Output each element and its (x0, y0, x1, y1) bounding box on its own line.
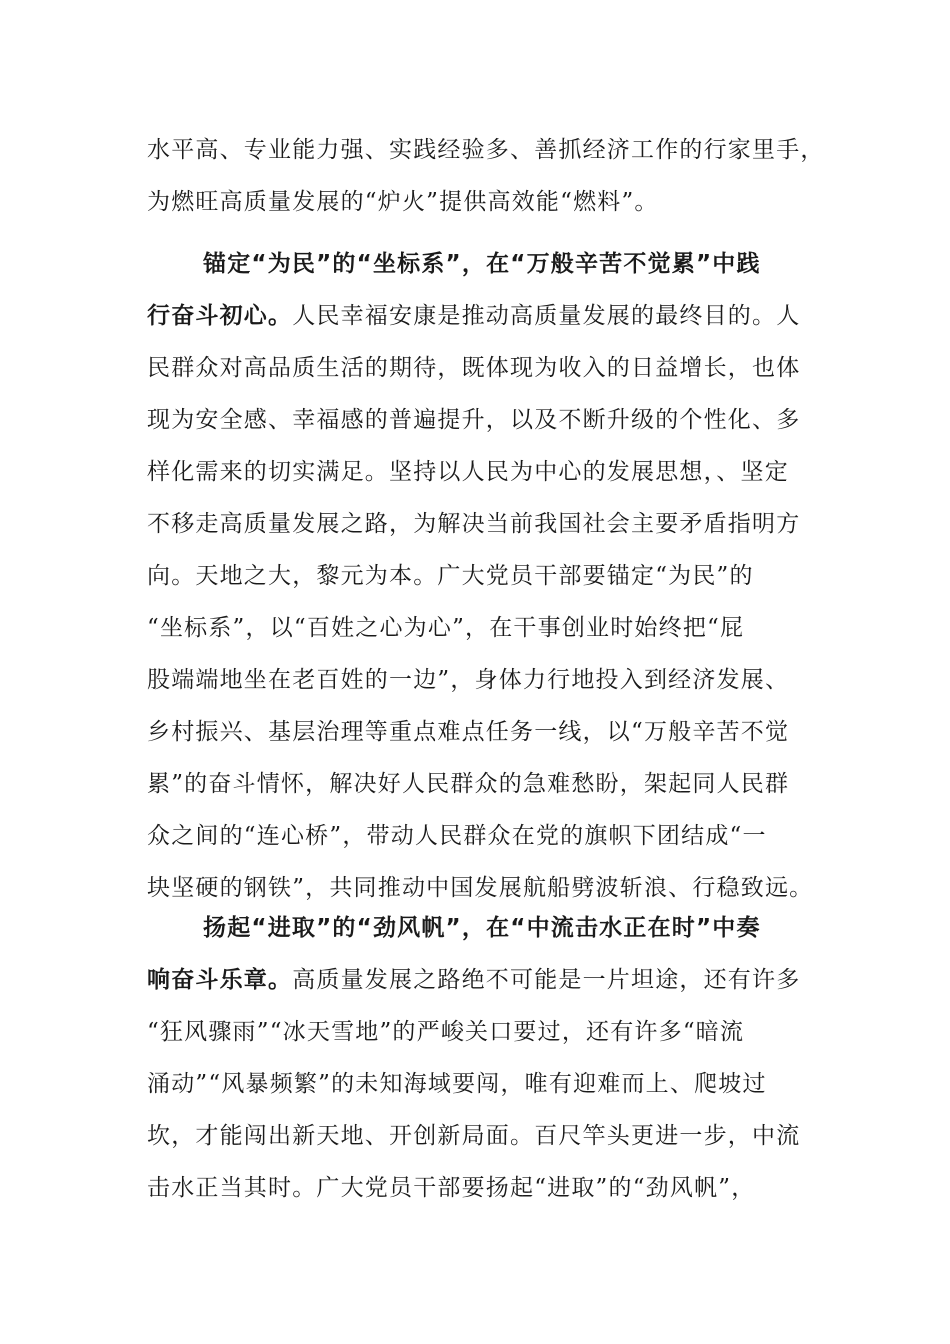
text-line (147, 954, 807, 1006)
section-heading-end: 行奋斗初心。 (147, 303, 293, 329)
text-line: “坐标系”，以“百姓之心为心”，在干事创业时始终把“屁 (147, 615, 745, 641)
text-line: 样化需来的切实满足。坚持以人民为中心的发展思想，、坚定 (147, 459, 789, 485)
text-line: 坎，才能闯出新天地、开创新局面。百尺竿头更进一步，中流 (147, 1123, 801, 1149)
text-line: 不移走高质量发展之路，为解决当前我国社会主要矛盾指明方 (147, 511, 801, 537)
text-line: 涌动”“风暴频繁”的未知海域要闯，唯有迎难而上、爬坡过 (147, 1071, 767, 1097)
text-line: 块坚硬的钢铁”，共同推动中国发展航船劈波斩浪、行稳致远。 (147, 875, 814, 901)
text-run: 人民幸福安康是推动高质量发展的最终目的。人 (292, 303, 801, 329)
text-line: 乡村振兴、基层治理等重点难点任务一线，以“万般辛苦不觉 (147, 719, 790, 745)
paragraph-2 (147, 238, 814, 914)
section-heading: 扬起“进取”的“劲风帆”，在“中流击水正在时”中奏 (203, 915, 761, 941)
text-line: 为燃旺高质量发展的“炉火”提供高效能“燃料”。 (147, 189, 659, 215)
text-run: 高质量发展之路绝不可能是一片坦途，还有许多 (292, 967, 801, 993)
paragraph-1 (147, 124, 825, 228)
text-line: 累”的奋斗情怀，解决好人民群众的急难愁盼，架起同人民群 (147, 771, 790, 797)
text-line: 向。天地之大，黎元为本。广大党员干部要锚定“为民”的 (147, 563, 754, 589)
text-line: 水平高、专业能力强、实践经验多、善抓经济工作的行家里手， (147, 137, 825, 163)
text-line: 股端端地坐在老百姓的一边”，身体力行地投入到经济发展、 (147, 667, 790, 693)
text-line: 众之间的“连心桥”，带动人民群众在党的旗帜下团结成“一 (147, 823, 767, 849)
text-line: 民群众对高品质生活的期待，既体现为收入的日益增长，也体 (147, 355, 801, 381)
text-line: 击水正当其时。广大党员干部要扬起“进取”的“劲风帆”， (147, 1175, 756, 1201)
paragraph-3 (147, 902, 807, 1214)
section-heading: 锚定“为民”的“坐标系”，在“万般辛苦不觉累”中践 (203, 251, 761, 277)
text-line (147, 290, 807, 342)
text-line: 现为安全感、幸福感的普遍提升，以及不断升级的个性化、多 (147, 407, 801, 433)
section-heading-end: 响奋斗乐章。 (147, 967, 293, 993)
text-line: “狂风骤雨”“冰天雪地”的严峻关口要过，还有许多“暗流 (147, 1019, 745, 1045)
